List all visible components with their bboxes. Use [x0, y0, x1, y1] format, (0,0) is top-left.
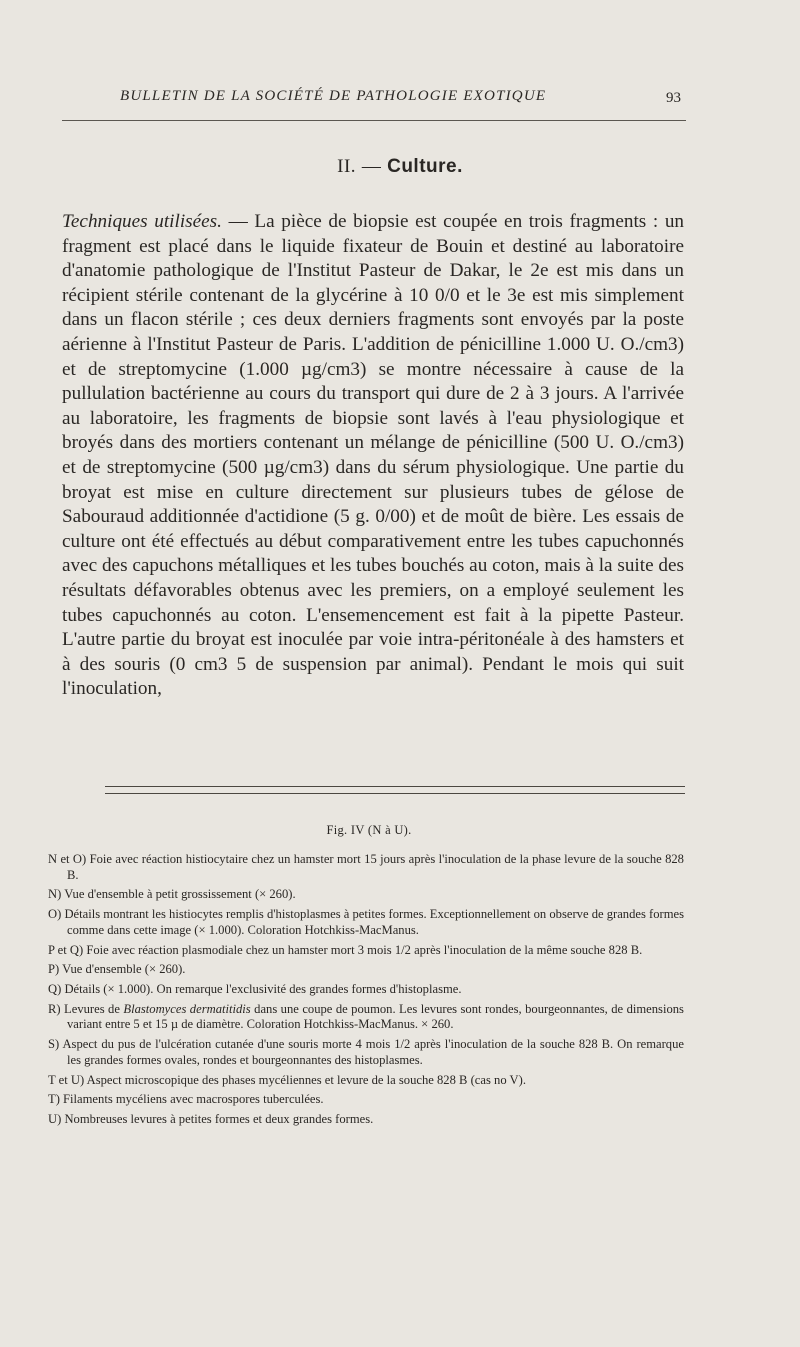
- caption-label: R): [48, 1001, 61, 1016]
- caption-label: O): [48, 907, 62, 922]
- running-header: [0, 88, 800, 114]
- caption-label: S): [48, 1037, 60, 1052]
- footnote-separator: [105, 786, 685, 794]
- caption-entry: [48, 1092, 684, 1108]
- caption-label: N): [48, 887, 62, 902]
- caption-entry: [48, 1112, 684, 1128]
- figure-caption-list: [48, 852, 684, 1132]
- caption-text: Détails (× 1.000). On remarque l'exclusivité des grandes formes d'histoplasme.: [64, 982, 462, 997]
- caption-text: Nombreuses levures à petites formes et deux grandes formes.: [64, 1112, 374, 1127]
- caption-label: T et U): [48, 1072, 85, 1087]
- section-number: II.: [337, 156, 357, 177]
- section-title: Culture.: [387, 156, 463, 177]
- caption-label: U): [48, 1112, 62, 1127]
- header-rule: [62, 120, 686, 121]
- body-paragraph: [62, 210, 684, 702]
- caption-text: Vue d'ensemble à petit grossissement (× 260).: [64, 887, 296, 902]
- figure-caption-title: Fig. IV (N à U).: [326, 823, 412, 837]
- caption-label: P et Q): [48, 942, 84, 957]
- caption-entry: [48, 852, 684, 883]
- caption-entry: [48, 962, 684, 978]
- caption-prefix: Levures de: [64, 1001, 120, 1016]
- caption-entry: [48, 1037, 684, 1068]
- caption-label: T): [48, 1092, 60, 1107]
- section-heading: [0, 156, 800, 178]
- page-number: 93: [666, 90, 681, 106]
- paragraph-text: — La pièce de biopsie est coupée en trois fragments : un fragment est placé dans le liquide fixateur de Bouin et destiné au laboratoire d'anatomie pathologique de l'Institut Pasteur de Dakar, le 2e est mis dans un récipient stérile contenant de la glycérine à 10 0/0 et le 3e est mis simplement dans un flacon stérile ; ces deux derniers fragments sont envoyés par la poste aérienne à l'Institut Pasteur de Paris. L'addition de pénicilline 1.000 U. O./cm3) et de streptomycine (1.000 µg/cm3) se montre nécessaire à cause de la pullulation bactérienne au cours du transport qui dure de 2 à 3 jours. A l'arrivée au laboratoire, les fragments de biopsie sont lavés à l'eau physiologique et broyés dans des mortiers contenant un mélange de pénicilline (500 U. O./cm3) et de streptomycine (500 µg/cm3) dans du sérum physiologique. Une partie du broyat est mise en culture directement sur plusieurs tubes de gélose de Sabouraud additionnée d'actidione (5 g. 0/00) et de moût de bière. Les essais de culture ont été effectués au début comparativement entre les tubes capuchonnés avec des capuchons métalliques et les tubes bouchés au coton, mais à la suite des résultats défavorables obtenus avec les premiers, on a employé seulement les tubes capuchonnés au coton. L'ensemencement est fait à la pipette Pasteur. L'autre partie du broyat est inoculée par voie intra-péritonéale à des hamsters et à des souris (0 cm3 5 de suspension par animal). Pendant le mois qui suit l'inoculation,: [62, 211, 685, 700]
- caption-text: Foie avec réaction plasmodiale chez un hamster mort 3 mois 1/2 après l'inoculation de la même souche 828 B.: [86, 942, 643, 957]
- caption-text: Filaments mycéliens avec macrospores tuberculées.: [63, 1092, 324, 1107]
- caption-text: Vue d'ensemble (× 260).: [62, 962, 186, 977]
- caption-text: Aspect microscopique des phases mycéliennes et levure de la souche 828 B (cas no V).: [86, 1072, 526, 1087]
- caption-text: Aspect du pus de l'ulcération cutanée d'une souris morte 4 mois 1/2 après l'inoculation de la souche 828 B. On remarque les grandes formes ovales, rondes et bourgeonnantes des histoplasmes.: [62, 1037, 684, 1067]
- caption-entry: [48, 982, 684, 998]
- paragraph-lead: Techniques utilisées.: [62, 211, 222, 232]
- journal-title: BULLETIN DE LA SOCIÉTÉ DE PATHOLOGIE EXOTIQUE: [120, 88, 547, 104]
- caption-entry: [48, 887, 684, 903]
- caption-label: P): [48, 962, 60, 977]
- caption-text: dans une coupe de poumon. Les levures sont rondes, bourgeonnantes, de dimensions variant entre 5 et 15 µ de diamètre. Coloration Hotchkiss-MacManus. × 260.: [67, 1001, 684, 1032]
- caption-entry: [48, 907, 684, 938]
- caption-text: Détails montrant les histiocytes remplis d'histoplasmes à petites formes. Exceptionnellement on observe de grandes formes comme dans cette image (× 1.000). Coloration Hotchkiss-MacManus.: [64, 907, 685, 937]
- species-name: Blastomyces dermatitidis: [123, 1001, 251, 1016]
- caption-label: N et O): [48, 852, 87, 866]
- caption-entry: [48, 1002, 684, 1033]
- caption-entry: [48, 943, 684, 959]
- caption-label: Q): [48, 982, 62, 997]
- section-dash: —: [361, 156, 382, 177]
- caption-text: Foie avec réaction histiocytaire chez un hamster mort 15 jours après l'inoculation de la phase levure de la souche 828 B.: [67, 852, 684, 882]
- caption-entry: [48, 1073, 684, 1089]
